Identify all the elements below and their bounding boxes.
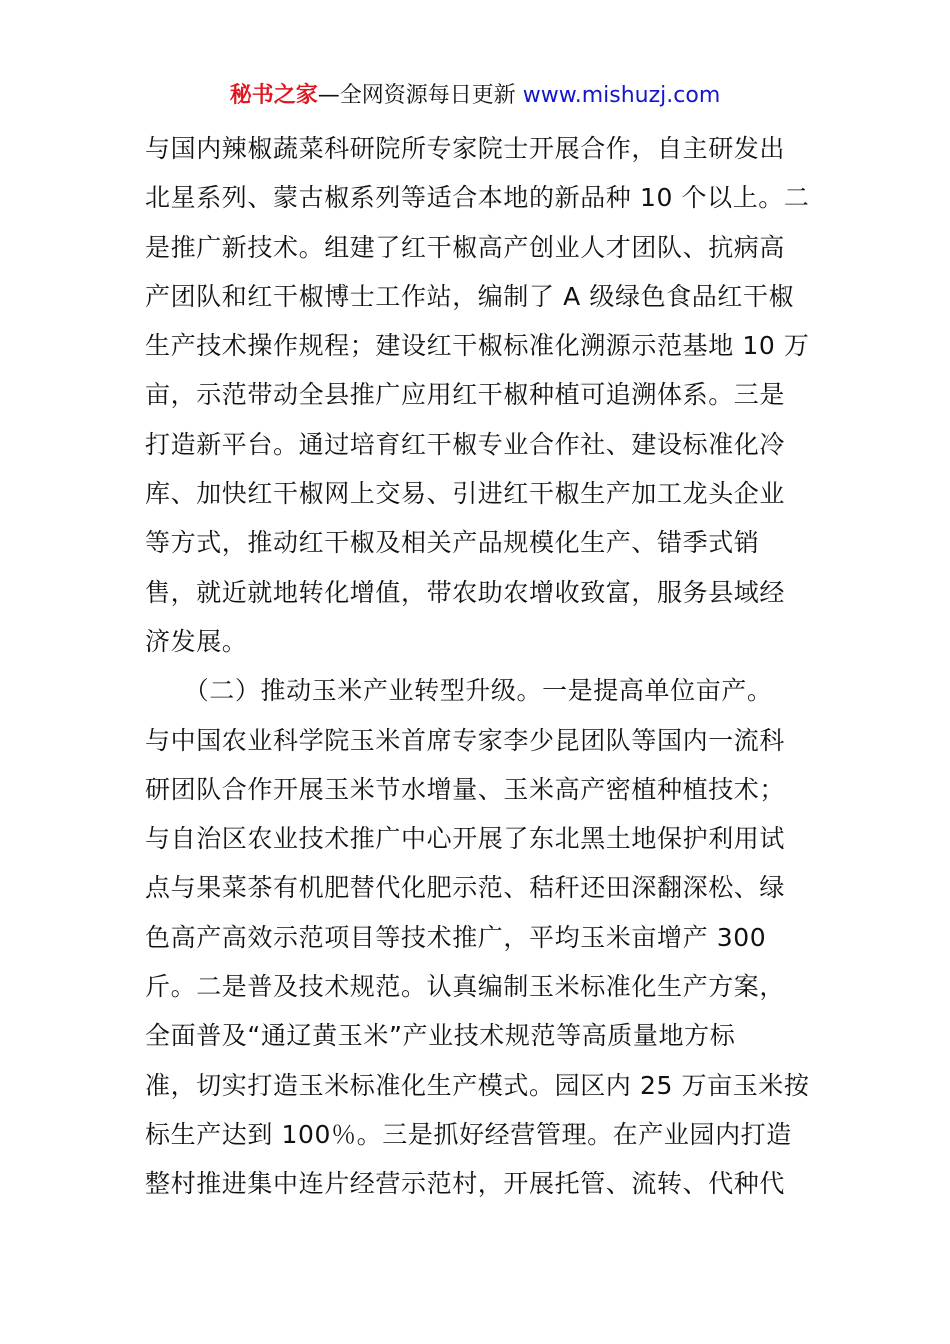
text-line: 点与果菜茶有机肥替代化肥示范、秸秆还田深翻深松、绿: [145, 873, 786, 903]
text-line: 北星系列、蒙古椒系列等适合本地的新品种 10 个以上。二: [145, 183, 810, 213]
text-line: 斤。二是普及技术规范。认真编制玉米标准化生产方案，: [145, 972, 786, 1002]
text-line: 整村推进集中连片经营示范村，开展托管、流转、代种代: [145, 1169, 786, 1199]
text-line: 标生产达到 100％。三是抓好经营管理。在产业园内打造: [145, 1119, 792, 1149]
text-line: 与自治区农业技术推广中心开展了东北黑土地保护利用试: [145, 824, 786, 854]
text-line: 是推广新技术。组建了红干椒高产创业人才团队、抗病高: [145, 232, 786, 262]
text-line: 等方式，推动红干椒及相关产品规模化生产、错季式销: [145, 528, 760, 558]
text-line: 打造新平台。通过培育红干椒专业合作社、建设标准化冷: [145, 429, 786, 459]
text-line: 全面普及“通辽黄玉米”产业技术规范等高质量地方标: [145, 1021, 736, 1051]
text-line: 济发展。: [145, 626, 248, 656]
text-line: 生产技术操作规程；建设红干椒标准化溯源示范基地 10 万: [145, 331, 810, 361]
text-line: 亩，示范带动全县推广应用红干椒种植可追溯体系。三是: [145, 380, 786, 410]
text-line: 与国内辣椒蔬菜科研院所专家院士开展合作，自主研发出: [145, 134, 786, 163]
text-line: 售，就近就地转化增值，带农助农增收致富，服务县域经: [145, 577, 786, 607]
site-brand: 秘书之家: [229, 83, 318, 108]
document-body: [145, 124, 810, 1209]
text-line: 产团队和红干椒博士工作站，编制了 A 级绿色食品红干椒: [145, 281, 795, 311]
site-header: [0, 80, 950, 112]
text-line: 色高产高效示范项目等技术推广，平均玉米亩增产 300: [145, 922, 767, 952]
text-line: 与中国农业科学院玉米首席专家李少昆团队等国内一流科: [145, 725, 786, 755]
site-url-link[interactable]: www.mishuzj.com: [522, 83, 721, 108]
site-tagline: —全网资源每日更新: [317, 83, 516, 108]
text-line: 库、加快红干椒网上交易、引进红干椒生产加工龙头企业: [145, 479, 786, 509]
text-line: 研团队合作开展玉米节水增量、玉米高产密植种植技术；: [145, 774, 786, 804]
section-heading-line: （二）推动玉米产业转型升级。一是提高单位亩产。: [145, 676, 773, 706]
text-line: 准，切实打造玉米标准化生产模式。园区内 25 万亩玉米按: [145, 1070, 810, 1100]
